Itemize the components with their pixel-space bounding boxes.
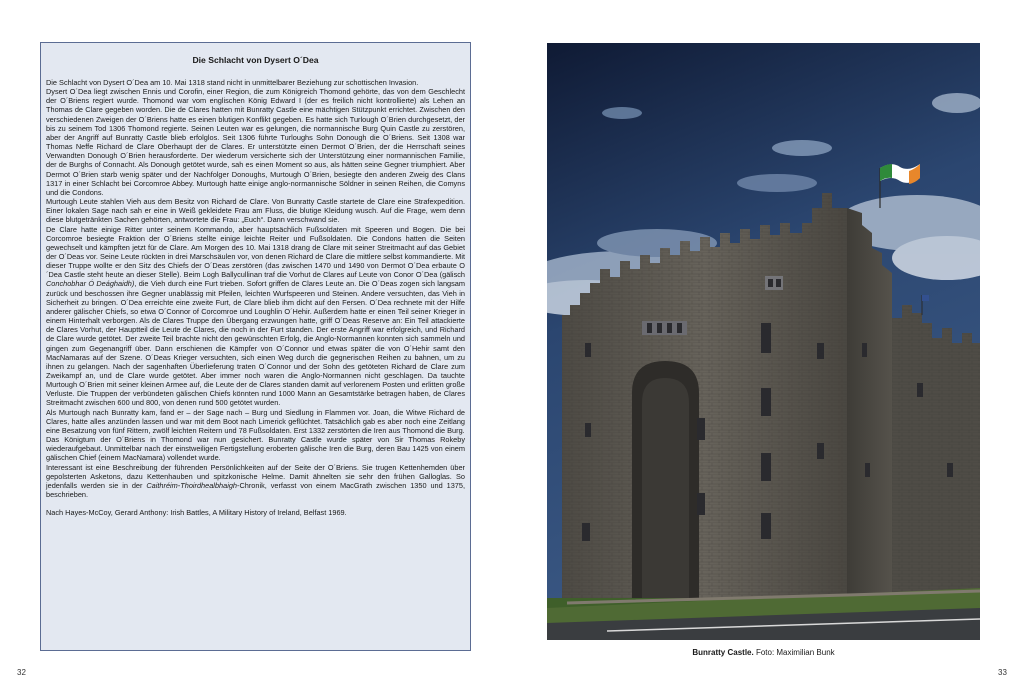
- paragraph-legend: Murtough Leute stahlen Vieh aus dem Besitz von Richard de Clare. Von Bunratty Castle startete de Clare eine Strafexpedition. Einer lokalen Sage nach sah er eine in Weiß gekleidete Frau am Fluss, die blutige Kleidung wusch. Auf die Frage, wem denn diese blutgetränkten Sachen gehörten, antwortete die Frau: „Euch“. Dann verschwand sie.: [46, 197, 465, 225]
- box-title: Die Schlacht von Dysert O´Dea: [192, 55, 319, 65]
- page-number-right: 33: [998, 668, 1007, 677]
- castle-arch: [632, 361, 699, 598]
- castle-photo: [547, 43, 980, 640]
- photo-caption: Bunratty Castle. Foto: Maximilian Bunk: [692, 648, 835, 657]
- paragraph-battle: De Clare hatte einige Ritter unter seinem Kommando, aber hauptsächlich Fußsoldaten mit Speeren und Bogen. Die bei Corcomroe besiegte Fraktion der O´Briens stellte einige leichte Reiter und Fußsoldaten. Die Condons hatten die Seiten gewechselt und kämpften jetzt für de Clare. Am Morgen des 10. Mai 1318 drang de Clare mit seiner Streitmacht auf das Gebiet der O´Deas vor. Seine Leute rückten in drei Marschsäulen vor, von denen Richard de Clare die mittlere selbst kommandierte. Mit dieser Truppe wollte er den Sitz des Chiefs der O´Deas zerstören (das zwischen 1470 und 1490 von Dermot O´Dea erbaute O´Dea Castle steht heute an dieser Stelle). Beim Logh Ballycullinan traf die Vorhut de Clares auf Leute von Conor O´Dea (gälisch Conchobhar Ó Deághaidh), die Vieh durch eine Furt trieben. Sofort griffen de Clares Leute an. Die O´Deas zogen sich langsam zurück und beschossen ihre Gegner unablässig mit Pfeilen, leichten Wurfspeeren und Steinen. Andere versuchten, das Vieh in Sicherheit zu bringen. O´Dea erreichte eine zweite Furt, de Clare blieb ihm dicht auf den Fersen. O´Dea rechnete mit der Hilfe anderer gälischer Chiefs, so etwa O´Connor of Corcomroe und Loughlin O´Hehir. Außerdem hatte er einen Teil seiner Krieger in einem Hinterhalt verborgen. Als de Clares Truppe den Übergang erzwungen hatte, griff O´Deas Reserve an: Ein Teil attackierte de Clares Vorhut, der Hauptteil die Leute de Clares, die noch in der Furt standen. Der erste Angriff war erfolgreich, und Richard de Clare wurde getötet. Der zweite Teil brachte nicht den gewünschten Erfolg, die Anglo-Normannen konnten sich sammeln und gingen zum Gegenangriff über. Dann erschienen die Kämpfer von O´Connor und etwas später die von O´Hehir samt den MacNamaras auf der Szene. O´Deas Krieger versuchten, sich einen Weg durch die gegnerischen Reihen zu bahnen, um zu ihnen zu gelangen. Nach der sagenhaften Überlieferung traten O´Connor und der Sohn des getöteten Richard de Clare zum Zweikampf an, und de Clare wurde getötet. Aber immer noch waren die Anglo-Normannen nicht geschlagen. Da tauchte Murtough O´Brien mit seiner kleinen Armee auf, die Leute der de Clares standen damit auf verlorenem Posten und erlitten große Verluste. Die Truppen der verbündeten gälischen Chiefs könnten rund 1000 Mann an Gesamtstärke betragen haben, de Clares Streitmacht zwischen 600 und 800, von denen rund 500 getötet wurden.: [46, 224, 466, 408]
- paragraph-background: Dysert O´Dea liegt zwischen Ennis und Corofin, einer Region, die zum Königreich Thomond gehörte, das von dem Geschlecht der O´Briens regiert wurde. Thomond war vom englischen König Edward I (der es freilich nicht kontrollierte) als Lehen an Thomas de Clare gegeben worden. Die de Clares hatten mit Bunratty Castle eine mächtigen Stützpunkt errichtet. Zwischen den verschiedenen Zweigen der O´Briens hatte es einen blutigen Konflikt gegeben. Es hatte sich Turlough O´Brien durchgesetzt, der bis zu seinem Tod 1306 Thomond regierte. Seinen Leuten war es gelungen, die normannische Burg Quin Castle zu zerstören, aber der Angriff auf Bunratty Castle blieb erfolglos. Seit 1306 führte Turloughs Sohn Donough die O´Briens. Seit 1308 war Thomas Neffe Richard de Clare Oberhaupt der de Clares. Er unterstützte einen Dermot O´Brien, der die Herrschaft seines Verwandten Donough O´Brien herausforderte. Der wiederum versicherte sich der Unterstützung einer normannischen Familie, der de Burghs of Connacht. Als Donough getötet wurde, sah es einen Moment so aus, als hätten seine Gegner triumphiert. Aber Dermot O´Brien starb wenig später und der Nachfolger Donoughs, Murtough O´Brien, besiegte den anderen Zweig des Clans 1317 in einer Schlacht bei Corcomroe Abbey. Murtough hatte einige anglo-normannische Söldner in seinen Reihen, die Comyns und die Condons.: [46, 87, 465, 197]
- italic-gaelic-name: Conchobhar Ó Deághaidh): [46, 279, 135, 289]
- source-citation: Nach Hayes-McCoy, Gerard Anthony: Irish Battles, A Military History of Ireland, Belfast 1969.: [46, 508, 347, 518]
- paragraph-intro: Die Schlacht von Dysert O´Dea am 10. Mai 1318 stand nicht in unmittelbarer Beziehung zur schottischen Invasion.: [46, 78, 419, 87]
- paragraph-aftermath: Als Murtough nach Bunratty kam, fand er – der Sage nach – Burg und Siedlung in Flammen vor. Joan, die Witwe Richard de Clares, hatte alles anzünden lassen und war mit dem Boot nach Limerick geflüchtet. Tatsächlich gab es aber noch eine Zeitlang eine Besatzung von fünf Rittern, zwölf leichten Reitern und 78 Fußsoldaten. Erst 1332 zerstörten die Iren aus Thomond die Burg.: [46, 407, 465, 435]
- page-number-left: 32: [17, 668, 26, 677]
- sidebar-textbox: [40, 42, 471, 651]
- paragraph-kingdom: Das Königtum der O´Briens in Thomond war nun gesichert. Bunratty Castle wurde später von Sir Thomas Rokeby wiederaufgebaut. Unmittelbar nach der einstweiligen Fertigstellung eroberten gälische Iren die Burg, deren Bau 1425 von einem gälischen Chief (einem MacNamara) vollendet wurde.: [46, 435, 465, 463]
- castle-side-towers: [892, 295, 980, 598]
- right-page: [510, 0, 1020, 698]
- paragraph-equipment: Interessant ist eine Beschreibung der führenden Persönlichkeiten auf der Seite der O´Briens. Sie trugen Kettenhemden über gepolsterten Asketons, dazu Kettenhauben und spitzkonische Helme. Damit ähnelten sie sehr den frühen Galloglas. So jedenfalls werden sie in der Caithréim-Thoirdhealbhaigh-Chronik, verfasst von einem MacGrath zwischen 1350 und 1375, beschrieben.: [46, 462, 465, 500]
- body-text: [46, 78, 465, 517]
- italic-chronicle: Caithréim-Thoirdhealbhaigh: [146, 480, 237, 490]
